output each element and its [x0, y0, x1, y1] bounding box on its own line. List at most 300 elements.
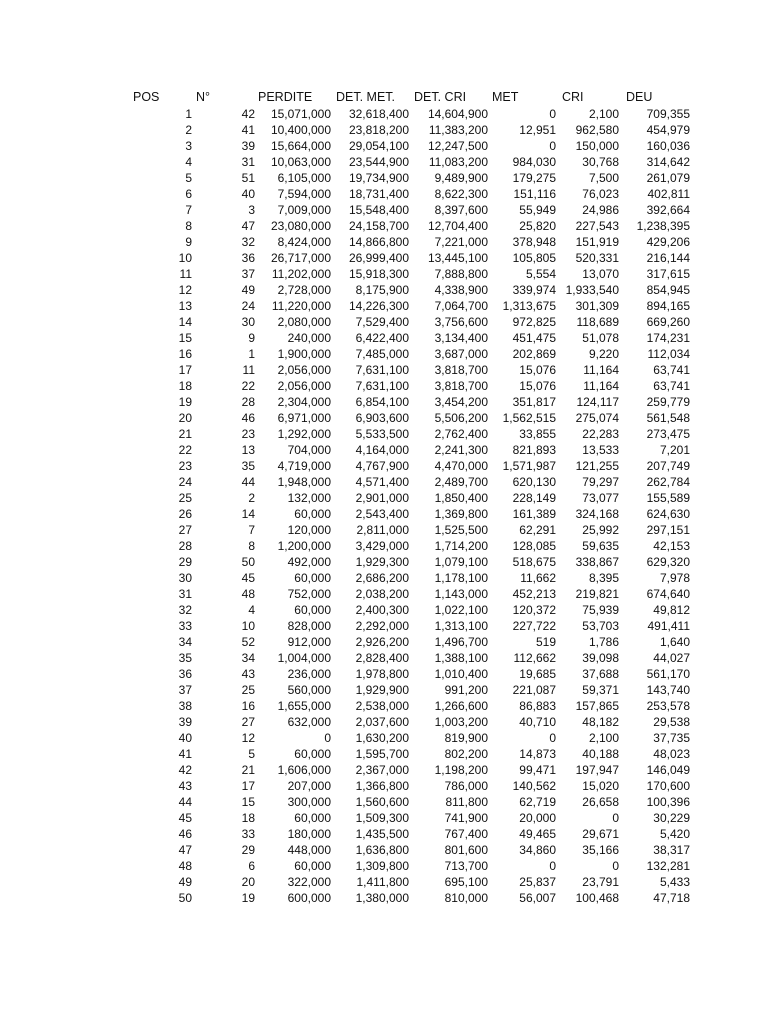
cell-det-cri: 3,818,700: [434, 363, 488, 377]
cell-pos: 27: [178, 523, 192, 537]
cell-pos: 37: [178, 683, 192, 697]
cell-det-cri: 13,445,100: [427, 251, 488, 265]
cell-det-met: 1,636,800: [355, 843, 409, 857]
table-row: [0, 842, 768, 858]
cell-det-met: 8,175,900: [355, 283, 409, 297]
cell-det-cri: 7,064,700: [434, 299, 488, 313]
cell-det-cri: 2,241,300: [434, 443, 488, 457]
cell-deu: 261,079: [646, 171, 690, 185]
cell-deu: 1,238,395: [636, 219, 690, 233]
cell-number: 46: [241, 411, 255, 425]
cell-deu: 100,396: [646, 795, 690, 809]
cell-number: 43: [241, 667, 255, 681]
table-row: [0, 794, 768, 810]
table-row: [0, 298, 768, 314]
cell-perdite: 2,056,000: [277, 379, 331, 393]
cell-deu: 42,153: [653, 539, 690, 553]
cell-deu: 112,034: [647, 347, 690, 361]
header-perdite: PERDITE: [258, 90, 313, 104]
cell-cri: 7,500: [588, 171, 619, 185]
cell-det-cri: 1,266,600: [434, 699, 488, 713]
cell-number: 49: [241, 283, 255, 297]
cell-pos: 25: [178, 491, 192, 505]
cell-perdite: 6,105,000: [277, 171, 331, 185]
cell-met: 99,471: [519, 763, 556, 777]
cell-deu: 160,036: [646, 139, 690, 153]
cell-pos: 12: [178, 283, 192, 297]
cell-deu: 491,411: [647, 619, 690, 633]
cell-det-cri: 1,143,000: [434, 587, 488, 601]
header-number: N°: [196, 90, 211, 104]
cell-number: 29: [241, 843, 255, 857]
cell-deu: 317,615: [646, 267, 690, 281]
cell-met: 1,313,675: [502, 299, 556, 313]
cell-deu: 132,281: [646, 859, 690, 873]
cell-cri: 29,671: [582, 827, 619, 841]
cell-det-cri: 4,470,000: [434, 459, 488, 473]
cell-cri: 1,933,540: [565, 283, 619, 297]
cell-pos: 6: [185, 187, 192, 201]
cell-met: 1,571,987: [502, 459, 556, 473]
cell-pos: 41: [178, 747, 192, 761]
cell-perdite: 15,664,000: [270, 139, 331, 153]
table-row: [0, 266, 768, 282]
cell-pos: 22: [178, 443, 192, 457]
cell-cri: 227,543: [575, 219, 619, 233]
header-cri: CRI: [562, 90, 584, 104]
cell-pos: 39: [178, 715, 192, 729]
cell-deu: 273,475: [646, 427, 690, 441]
cell-det-met: 2,686,200: [355, 571, 409, 585]
cell-cri: 157,865: [575, 699, 619, 713]
cell-det-cri: 1,003,200: [434, 715, 488, 729]
table-row: [0, 538, 768, 554]
table-row: [0, 202, 768, 218]
cell-perdite: 300,000: [287, 795, 331, 809]
table-row: [0, 762, 768, 778]
cell-number: 14: [241, 507, 255, 521]
cell-perdite: 448,000: [287, 843, 331, 857]
cell-cri: 121,255: [575, 459, 619, 473]
cell-cri: 520,331: [575, 251, 619, 265]
cell-det-met: 2,367,000: [355, 763, 409, 777]
cell-det-cri: 991,200: [444, 683, 488, 697]
cell-met: 33,855: [519, 427, 556, 441]
cell-pos: 4: [185, 155, 192, 169]
cell-cri: 53,703: [582, 619, 619, 633]
cell-deu: 297,151: [646, 523, 690, 537]
cell-perdite: 492,000: [287, 555, 331, 569]
cell-det-met: 7,631,100: [355, 363, 409, 377]
cell-det-cri: 7,221,000: [434, 235, 488, 249]
cell-met: 351,817: [512, 395, 556, 409]
cell-det-met: 2,038,200: [355, 587, 409, 601]
cell-det-met: 7,631,100: [355, 379, 409, 393]
cell-perdite: 236,000: [287, 667, 331, 681]
cell-deu: 629,320: [646, 555, 690, 569]
table-row: [0, 250, 768, 266]
cell-cri: 37,688: [582, 667, 619, 681]
cell-det-met: 2,901,000: [355, 491, 409, 505]
cell-number: 51: [241, 171, 255, 185]
table-row: [0, 586, 768, 602]
table-row: [0, 522, 768, 538]
cell-perdite: 600,000: [287, 891, 331, 905]
cell-perdite: 60,000: [294, 603, 331, 617]
cell-cri: 48,182: [582, 715, 619, 729]
cell-number: 48: [241, 587, 255, 601]
cell-perdite: 632,000: [287, 715, 331, 729]
table-row: [0, 810, 768, 826]
cell-number: 6: [248, 859, 255, 873]
cell-met: 12,951: [519, 123, 556, 137]
cell-det-cri: 1,178,100: [434, 571, 488, 585]
cell-met: 19,685: [519, 667, 556, 681]
cell-number: 21: [241, 763, 255, 777]
cell-cri: 2,100: [588, 107, 619, 121]
cell-deu: 63,741: [653, 363, 690, 377]
cell-deu: 674,640: [646, 587, 690, 601]
cell-deu: 314,642: [646, 155, 690, 169]
cell-perdite: 560,000: [287, 683, 331, 697]
cell-cri: 73,077: [582, 491, 619, 505]
cell-det-cri: 1,850,400: [434, 491, 488, 505]
cell-pos: 38: [178, 699, 192, 713]
cell-det-met: 1,380,000: [355, 891, 409, 905]
table-row: [0, 346, 768, 362]
cell-deu: 392,664: [646, 203, 690, 217]
header-met: MET: [492, 90, 519, 104]
cell-det-met: 1,435,500: [355, 827, 409, 841]
cell-det-met: 24,158,700: [348, 219, 409, 233]
cell-met: 140,562: [512, 779, 556, 793]
cell-pos: 16: [178, 347, 192, 361]
cell-pos: 14: [178, 315, 192, 329]
cell-number: 8: [248, 539, 255, 553]
cell-cri: 22,283: [582, 427, 619, 441]
cell-cri: 59,371: [582, 683, 619, 697]
table-row: [0, 682, 768, 698]
cell-det-cri: 8,397,600: [434, 203, 488, 217]
cell-deu: 561,548: [646, 411, 690, 425]
cell-deu: 259,779: [646, 395, 690, 409]
cell-pos: 48: [178, 859, 192, 873]
cell-pos: 20: [178, 411, 192, 425]
cell-pos: 50: [178, 891, 192, 905]
cell-cri: 25,992: [582, 523, 619, 537]
cell-det-met: 14,226,300: [348, 299, 409, 313]
table-row: [0, 506, 768, 522]
cell-pos: 11: [179, 267, 192, 281]
cell-det-cri: 3,134,400: [434, 331, 488, 345]
cell-met: 34,860: [519, 843, 556, 857]
cell-cri: 301,309: [575, 299, 619, 313]
cell-number: 12: [241, 731, 255, 745]
cell-cri: 124,117: [576, 395, 619, 409]
table-row: [0, 234, 768, 250]
cell-det-cri: 3,818,700: [434, 379, 488, 393]
cell-det-met: 7,529,400: [355, 315, 409, 329]
table-row: [0, 474, 768, 490]
cell-det-cri: 1,313,100: [434, 619, 488, 633]
cell-met: 128,085: [512, 539, 556, 553]
cell-det-met: 1,309,800: [355, 859, 409, 873]
cell-met: 112,662: [513, 651, 556, 665]
cell-perdite: 912,000: [287, 635, 331, 649]
cell-number: 2: [248, 491, 255, 505]
cell-met: 451,475: [512, 331, 556, 345]
cell-det-cri: 4,338,900: [434, 283, 488, 297]
cell-met: 228,149: [512, 491, 556, 505]
cell-cri: 13,070: [582, 267, 619, 281]
cell-det-cri: 695,100: [444, 875, 488, 889]
table-row: [0, 746, 768, 762]
cell-det-met: 2,543,400: [355, 507, 409, 521]
cell-met: 15,076: [519, 379, 556, 393]
table-row: [0, 570, 768, 586]
table-row: [0, 426, 768, 442]
cell-perdite: 26,717,000: [270, 251, 331, 265]
cell-cri: 75,939: [582, 603, 619, 617]
cell-number: 30: [241, 315, 255, 329]
cell-perdite: 4,719,000: [277, 459, 331, 473]
cell-cri: 30,768: [582, 155, 619, 169]
cell-met: 49,465: [519, 827, 556, 841]
cell-deu: 561,170: [646, 667, 690, 681]
cell-pos: 35: [178, 651, 192, 665]
cell-perdite: 2,080,000: [277, 315, 331, 329]
cell-deu: 38,317: [653, 843, 690, 857]
cell-deu: 253,578: [646, 699, 690, 713]
cell-pos: 36: [178, 667, 192, 681]
table-row: [0, 826, 768, 842]
cell-deu: 854,945: [646, 283, 690, 297]
cell-pos: 18: [178, 379, 192, 393]
cell-cri: 219,821: [575, 587, 619, 601]
cell-cri: 35,166: [582, 843, 619, 857]
cell-det-met: 1,411,800: [356, 875, 409, 889]
cell-pos: 1: [185, 107, 192, 121]
cell-cri: 9,220: [588, 347, 619, 361]
cell-met: 105,805: [512, 251, 556, 265]
cell-cri: 11,164: [583, 379, 619, 393]
cell-det-cri: 12,247,500: [427, 139, 488, 153]
cell-met: 227,722: [512, 619, 556, 633]
cell-number: 41: [241, 123, 255, 137]
cell-det-met: 2,538,000: [355, 699, 409, 713]
cell-det-met: 7,485,000: [355, 347, 409, 361]
cell-met: 62,719: [519, 795, 556, 809]
cell-deu: 709,355: [646, 107, 690, 121]
cell-det-met: 1,366,800: [355, 779, 409, 793]
cell-det-met: 1,595,700: [355, 747, 409, 761]
header-det-met: DET. MET.: [336, 90, 396, 104]
cell-perdite: 6,971,000: [277, 411, 331, 425]
cell-cri: 51,078: [582, 331, 619, 345]
cell-number: 28: [241, 395, 255, 409]
cell-perdite: 2,728,000: [277, 283, 331, 297]
cell-perdite: 1,292,000: [277, 427, 331, 441]
cell-perdite: 60,000: [294, 571, 331, 585]
cell-perdite: 7,009,000: [277, 203, 331, 217]
cell-met: 1,562,515: [502, 411, 556, 425]
cell-det-cri: 2,762,400: [434, 427, 488, 441]
cell-cri: 197,947: [575, 763, 619, 777]
cell-det-cri: 3,687,000: [434, 347, 488, 361]
cell-pos: 45: [178, 811, 192, 825]
cell-deu: 7,978: [659, 571, 690, 585]
cell-cri: 15,020: [582, 779, 619, 793]
table-row: [0, 442, 768, 458]
cell-pos: 31: [178, 587, 192, 601]
cell-met: 984,030: [512, 155, 556, 169]
cell-det-met: 6,854,100: [355, 395, 409, 409]
cell-det-cri: 3,756,600: [434, 315, 488, 329]
cell-det-cri: 1,714,200: [434, 539, 488, 553]
cell-deu: 5,420: [659, 827, 690, 841]
cell-det-met: 2,292,000: [355, 619, 409, 633]
cell-cri: 13,533: [582, 443, 619, 457]
cell-det-met: 1,929,300: [355, 555, 409, 569]
cell-det-cri: 741,900: [444, 811, 488, 825]
cell-det-met: 2,811,000: [356, 523, 409, 537]
cell-perdite: 828,000: [287, 619, 331, 633]
cell-det-met: 5,533,500: [355, 427, 409, 441]
cell-met: 452,213: [512, 587, 556, 601]
cell-number: 52: [241, 635, 255, 649]
header-deu: DEU: [626, 90, 653, 104]
header-pos: POS: [133, 90, 160, 104]
cell-perdite: 1,004,000: [277, 651, 331, 665]
header-det-cri: DET. CRI: [414, 90, 467, 104]
cell-det-cri: 3,454,200: [434, 395, 488, 409]
cell-deu: 48,023: [653, 747, 690, 761]
cell-det-met: 15,918,300: [348, 267, 409, 281]
cell-met: 972,825: [512, 315, 556, 329]
cell-cri: 59,635: [582, 539, 619, 553]
cell-number: 7: [248, 523, 255, 537]
cell-deu: 429,206: [646, 235, 690, 249]
cell-met: 179,275: [512, 171, 556, 185]
cell-number: 37: [241, 267, 255, 281]
cell-pos: 33: [178, 619, 192, 633]
cell-met: 0: [549, 107, 556, 121]
cell-perdite: 180,000: [287, 827, 331, 841]
table-row: [0, 330, 768, 346]
cell-perdite: 23,080,000: [270, 219, 331, 233]
cell-perdite: 1,948,000: [277, 475, 331, 489]
cell-det-cri: 7,888,800: [434, 267, 488, 281]
cell-det-met: 32,618,400: [348, 107, 409, 121]
table-row: [0, 650, 768, 666]
cell-det-met: 2,926,200: [355, 635, 409, 649]
cell-number: 45: [241, 571, 255, 585]
cell-pos: 3: [185, 139, 192, 153]
cell-met: 518,675: [512, 555, 556, 569]
cell-met: 25,837: [519, 875, 556, 889]
cell-deu: 44,027: [653, 651, 690, 665]
cell-number: 17: [241, 779, 255, 793]
cell-deu: 454,979: [646, 123, 690, 137]
table-row: [0, 378, 768, 394]
table-row: [0, 170, 768, 186]
cell-cri: 0: [612, 859, 619, 873]
cell-number: 20: [241, 875, 255, 889]
cell-met: 339,974: [512, 283, 556, 297]
cell-det-cri: 9,489,900: [434, 171, 488, 185]
table-row: [0, 394, 768, 410]
table-row: [0, 282, 768, 298]
cell-pos: 49: [178, 875, 192, 889]
cell-det-met: 2,037,600: [355, 715, 409, 729]
cell-det-cri: 12,704,400: [427, 219, 488, 233]
cell-det-met: 19,734,900: [348, 171, 409, 185]
cell-det-met: 18,731,400: [348, 187, 409, 201]
cell-cri: 962,580: [575, 123, 619, 137]
cell-met: 56,007: [519, 891, 556, 905]
cell-number: 27: [241, 715, 255, 729]
cell-deu: 30,229: [653, 811, 690, 825]
cell-perdite: 1,200,000: [277, 539, 331, 553]
cell-cri: 76,023: [582, 187, 619, 201]
table-row: [0, 730, 768, 746]
cell-det-cri: 11,383,200: [428, 123, 488, 137]
cell-met: 20,000: [519, 811, 556, 825]
table-row: [0, 602, 768, 618]
cell-number: 13: [241, 443, 255, 457]
cell-det-cri: 1,496,700: [434, 635, 488, 649]
table-row: [0, 714, 768, 730]
table-row: [0, 186, 768, 202]
cell-number: 16: [241, 699, 255, 713]
table-row: [0, 698, 768, 714]
cell-cri: 39,098: [582, 651, 619, 665]
cell-met: 25,820: [519, 219, 556, 233]
cell-det-met: 6,903,600: [355, 411, 409, 425]
cell-deu: 47,718: [653, 891, 690, 905]
cell-met: 0: [549, 731, 556, 745]
cell-met: 120,372: [512, 603, 556, 617]
cell-pos: 43: [178, 779, 192, 793]
cell-met: 14,873: [519, 747, 556, 761]
cell-number: 23: [241, 427, 255, 441]
cell-met: 0: [549, 859, 556, 873]
cell-pos: 13: [178, 299, 192, 313]
cell-det-met: 23,544,900: [348, 155, 409, 169]
cell-cri: 324,168: [575, 507, 619, 521]
cell-number: 19: [241, 891, 255, 905]
cell-det-cri: 811,800: [445, 795, 488, 809]
cell-deu: 146,049: [646, 763, 690, 777]
cell-det-cri: 801,600: [444, 843, 488, 857]
cell-det-met: 1,929,900: [355, 683, 409, 697]
cell-number: 10: [241, 619, 255, 633]
cell-met: 161,389: [512, 507, 556, 521]
cell-det-met: 29,054,100: [348, 139, 409, 153]
cell-cri: 118,689: [576, 315, 619, 329]
cell-pos: 10: [178, 251, 192, 265]
cell-number: 9: [248, 331, 255, 345]
cell-det-met: 2,828,400: [355, 651, 409, 665]
cell-det-cri: 1,369,800: [434, 507, 488, 521]
cell-cri: 8,395: [588, 571, 619, 585]
cell-deu: 5,433: [659, 875, 690, 889]
cell-cri: 40,188: [582, 747, 619, 761]
cell-deu: 29,538: [653, 715, 690, 729]
cell-det-met: 26,999,400: [348, 251, 409, 265]
cell-deu: 669,260: [646, 315, 690, 329]
cell-perdite: 0: [324, 731, 331, 745]
